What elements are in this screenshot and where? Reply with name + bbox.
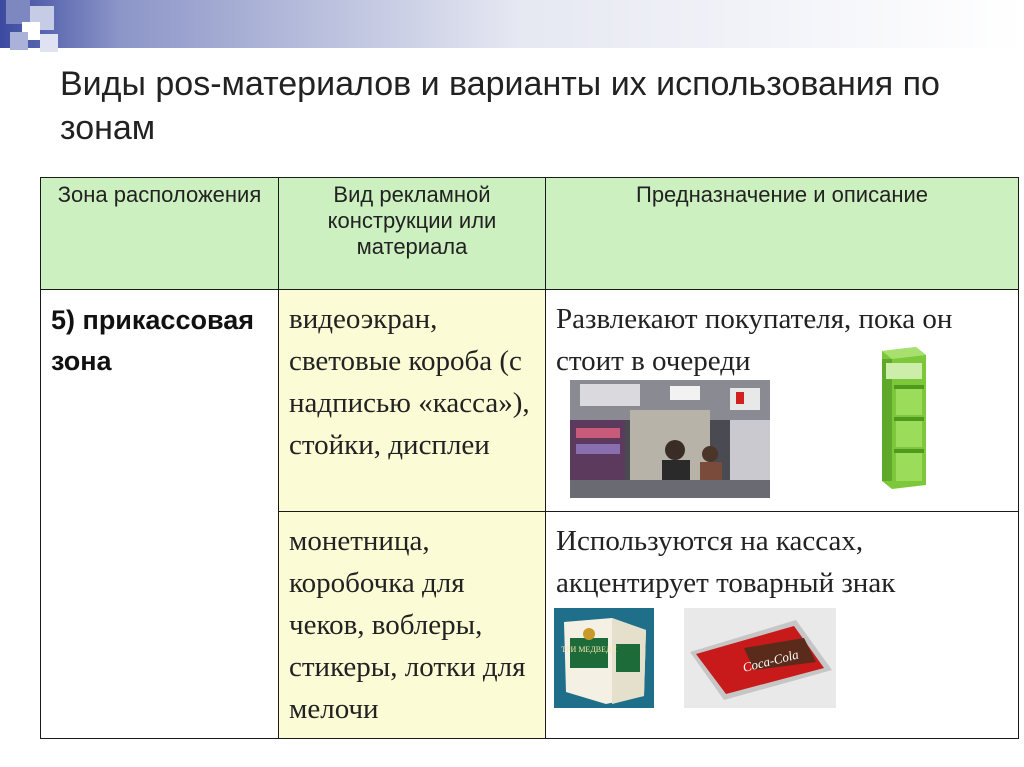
table-row [41,290,1019,512]
slide-title: Виды pos-материалов и варианты их использования по зонам [60,65,940,147]
checkout-queue-photo [570,380,770,498]
zone-cell: 5) прикассовая зона [41,290,279,739]
green-display-stand-photo [876,345,932,491]
pos-materials-table [40,177,1019,739]
desc-cell [546,290,1019,512]
table-header-row [41,178,1019,290]
header-kind: Вид рекламной конструкции или материала [279,178,546,290]
desc-text: Развлекают покупателя, пока он стоит в очереди [556,303,953,377]
kind-cell: видеоэкран, световые короба (с надписью «касса»), стойки, дисплеи [279,290,546,512]
branded-box-photo [554,608,654,708]
header-purpose: Предназначение и описание [546,178,1019,290]
desc-cell [546,512,1019,739]
box-brand-text: ТРИ МЕДВЕДЯ [561,645,617,654]
kind-cell: монетница, коробочка для чеков, воблеры, стикеры, лотки для мелочи [279,512,546,739]
header-gradient-bar [0,0,1024,48]
header-zone: Зона расположения [41,178,279,290]
desc-text: Используются на кассах, акцентирует товарный знак [556,525,896,599]
tray-brand-text: Coca-Cola [741,646,801,675]
corner-squares-decoration [0,0,80,60]
red-coin-tray-photo [684,608,836,708]
